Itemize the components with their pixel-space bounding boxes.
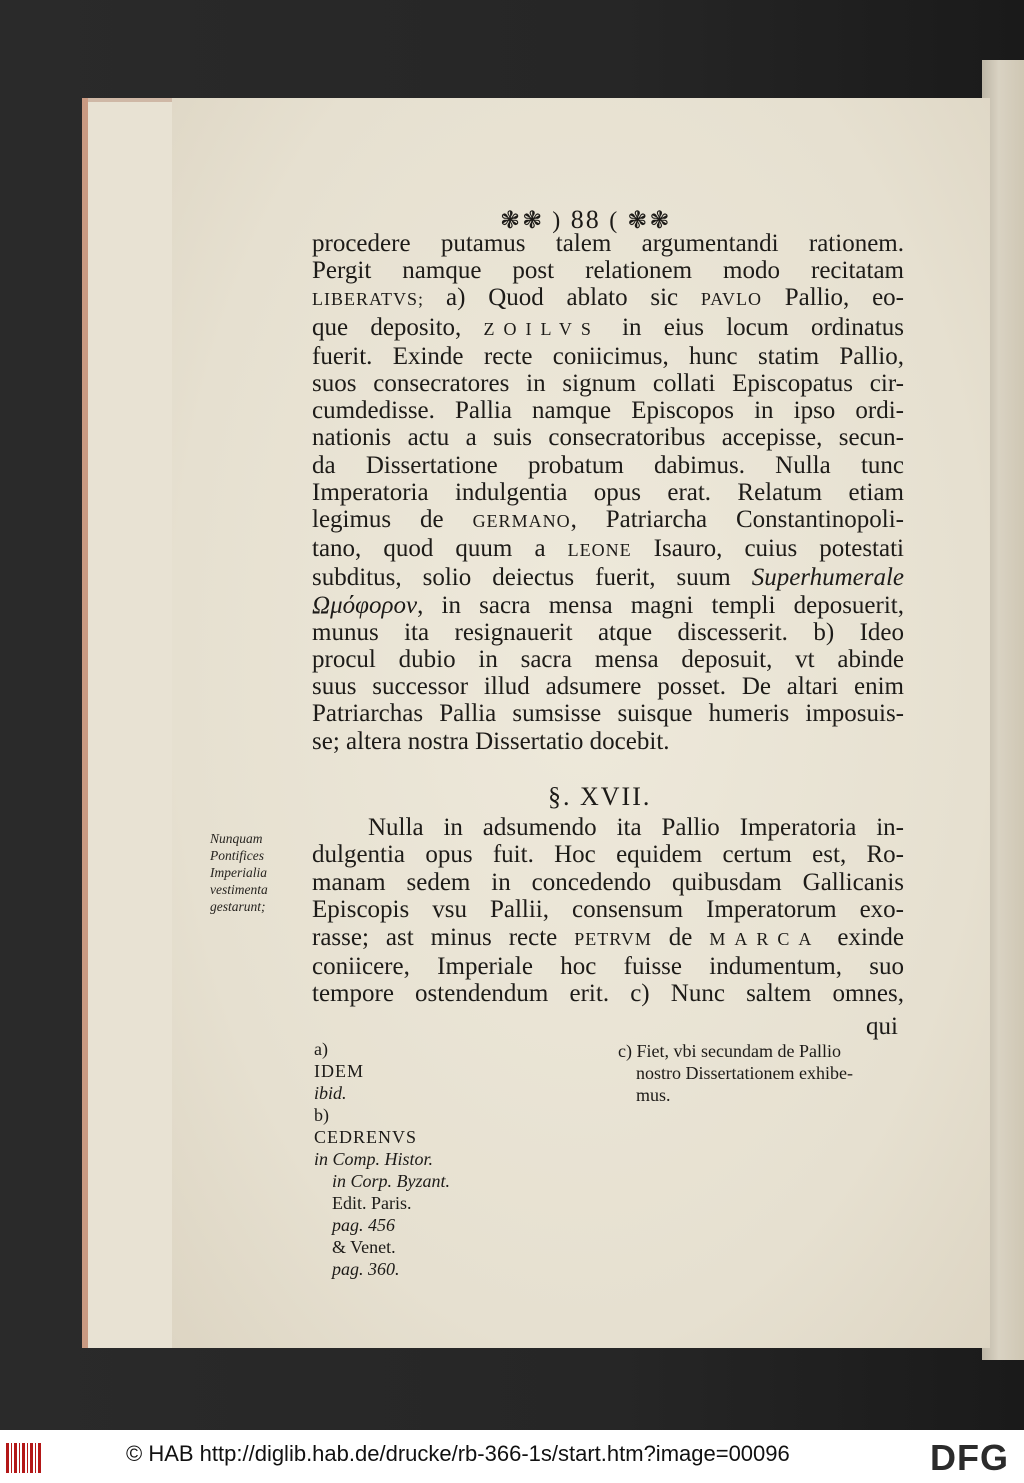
footnotes-right xyxy=(618,1040,908,1106)
text-line: cumdedisse. Pallia namque Episcopos in ipso ordi- xyxy=(312,397,904,425)
footnote-b: b) CEDRENVS in Comp. Histor. xyxy=(314,1105,434,1169)
marginal-line: Pontifices xyxy=(210,848,264,863)
left-ornament: ❃❃ ) xyxy=(500,208,563,234)
footnote-c: c) Fiet, vbi secundam de Pallio xyxy=(618,1041,841,1061)
barcode-icon xyxy=(6,1443,42,1473)
copyright-url[interactable]: © HAB http://diglib.hab.de/drucke/rb-366-1s/start.htm?image=00096 xyxy=(126,1441,790,1466)
catchword: qui xyxy=(866,1013,898,1040)
text-line: que deposito, ZOILVS in eius locum ordinatus xyxy=(312,313,904,341)
text-line: se; altera nostra Dissertatio docebit. xyxy=(312,727,670,755)
text-line: coniicere, Imperiale hoc fuisse indumentum, suo xyxy=(312,953,904,981)
footnote-b-continued: in Corp. Byzant. Edit. Paris. xyxy=(332,1171,451,1213)
footnote-a: a) IDEM ibid. xyxy=(314,1039,364,1103)
page-number: 88 xyxy=(570,205,601,234)
right-ornament: ( ❃❃ xyxy=(609,208,672,234)
footnote-b-continued: pag. 456 & Venet. pag. 360. xyxy=(332,1215,400,1279)
footnotes-left xyxy=(314,1038,614,1280)
text-line: subditus, solio deiectus fuerit, suum Superhumerale xyxy=(312,564,904,592)
text-line: tano, quod quum a LEONE Isauro, cuius potestati xyxy=(312,535,904,563)
text-line: da Dissertatione probatum dabimus. Nulla tunc xyxy=(312,451,904,479)
text-line: procedere putamus talem argumentandi rationem. xyxy=(312,230,904,257)
paragraph-1 xyxy=(312,230,904,755)
section-heading: §. XVII. xyxy=(548,782,652,811)
footnote-c-continued: mus. xyxy=(636,1085,671,1105)
marginal-line: Nunquam xyxy=(210,831,263,846)
text-line: rasse; ast minus recte PETRVM de MARCA exinde xyxy=(312,923,904,951)
text-line: Pergit namque post relationem modo recitatam xyxy=(312,257,904,285)
text-line: LIBERATVS; a) Quod ablato sic PAVLO Pallio, eo- xyxy=(312,284,904,312)
text-line: dulgentia opus fuit. Hoc equidem certum est, Ro- xyxy=(312,841,904,869)
text-line: suus successor illud adsumere posset. De altari enim xyxy=(312,673,904,701)
text-line: Ωμόφορον, in sacra mensa magni templi deposuerit, xyxy=(312,591,904,619)
text-line: Patriarchas Pallia sumsisse suisque humeris imposuis- xyxy=(312,700,904,728)
dfg-logo: DFG xyxy=(930,1437,1009,1478)
text-line: Episcopis vsu Pallii, consensum Imperatorum exo- xyxy=(312,896,904,924)
text-line: Imperatoria indulgentia opus erat. Relatum etiam xyxy=(312,478,904,506)
text-line: fuerit. Exinde recte coniicimus, hunc statim Pallio, xyxy=(312,342,904,370)
text-line: procul dubio in sacra mensa deposuit, vt abinde xyxy=(312,646,904,674)
paragraph-2 xyxy=(312,814,904,1008)
text-line: munus ita resignauerit atque discesserit. b) Ideo xyxy=(312,618,904,646)
marginal-line: Imperialia xyxy=(210,865,267,880)
marginal-line: gestarunt; xyxy=(210,899,266,914)
text-line: tempore ostendendum erit. c) Nunc saltem omnes, xyxy=(312,980,904,1008)
text-line: nationis actu a suis consecratoribus accepisse, secun- xyxy=(312,424,904,452)
footnote-c-continued: nostro Dissertationem exhibe- xyxy=(636,1063,853,1083)
text-line: manam sedem in concedendo quibusdam Gallicanis xyxy=(312,868,904,896)
text-line: legimus de GERMANO, Patriarcha Constantinopoli- xyxy=(312,506,905,534)
text-line: Nulla in adsumendo ita Pallio Imperatoria in- xyxy=(368,814,904,841)
text-line: suos consecratores in signum collati Episcopatus cir- xyxy=(312,370,904,398)
marginal-line: vestimenta xyxy=(210,882,268,897)
marginal-note xyxy=(210,830,310,915)
